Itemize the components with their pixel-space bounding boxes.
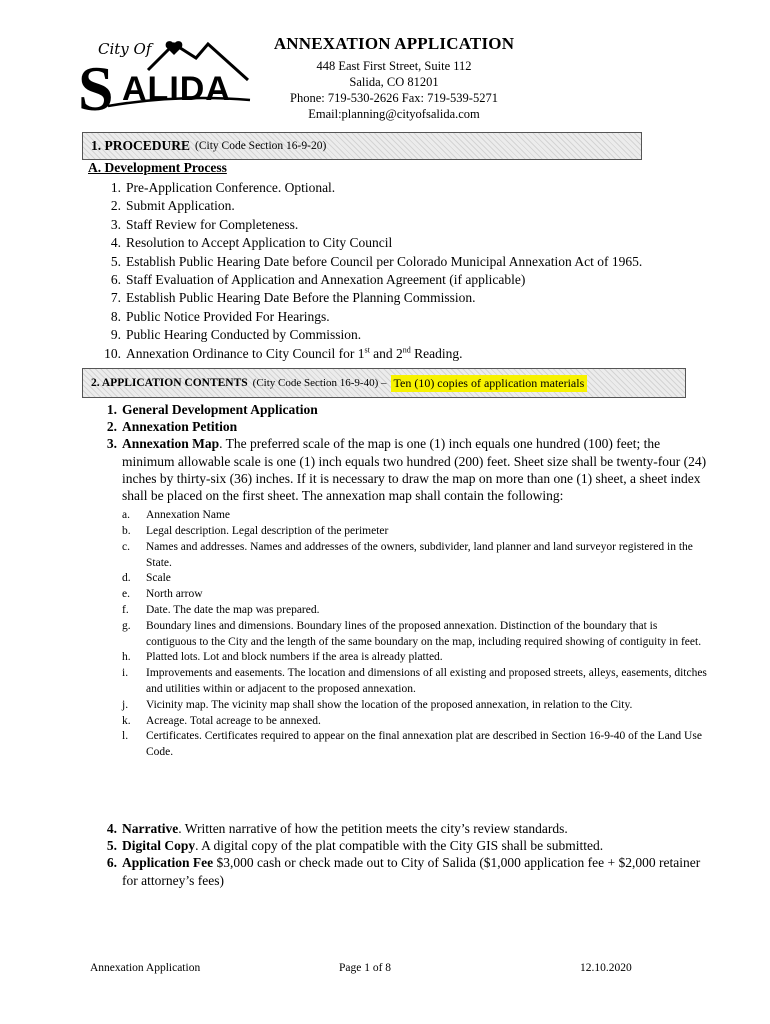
list-item: c. Names and addresses. Names and addresses of the owners, subdivider, land planner and land surveyor registered in the State.: [122, 540, 693, 569]
list-item: 1. Pre-Application Conference. Optional.: [110, 180, 336, 195]
footer-document-name: Annexation Application: [90, 962, 201, 974]
document-title: ANNEXATION APPLICATION: [273, 34, 515, 53]
city-of-salida-logo: [78, 36, 254, 116]
procedure-section-title: 1. PROCEDURE: [91, 138, 191, 153]
email-line: Email:planning@cityofsalida.com: [308, 107, 480, 121]
list-item: 1. General Development Application: [106, 402, 318, 417]
list-item: a. Annexation Name: [122, 509, 230, 522]
list-item: 9. Public Hearing Conducted by Commission.: [110, 327, 362, 343]
application-contents-section-header: [82, 368, 686, 398]
application-contents-reference: (City Code Section 16-9-40) –: [252, 377, 387, 389]
procedure-section-header: [82, 132, 642, 160]
document-header: [252, 34, 536, 122]
application-contents-title: 2. APPLICATION CONTENTS: [91, 377, 248, 389]
list-item: h. Platted lots. Lot and block numbers if the area is already platted.: [122, 651, 443, 664]
copies-highlight-note: Ten (10) copies of application materials: [391, 375, 588, 392]
list-item: d. Scale: [122, 572, 171, 585]
list-item: b. Legal description. Legal description of the perimeter: [122, 525, 389, 538]
footer-page-number: Page 1 of 8: [339, 962, 392, 974]
list-item: 3. Annexation Map. The preferred scale of the map is one (1) inch equals one hundred (100) feet; the minimum allowable scale is one (1) inch equals two hundred (200) feet. Sheet size shall be twenty-four (24) inches by thirty-six (36) inches. If it is necessary to draw the map on more than one (1) sheet, a sheet index shall be placed on the first sheet. The annexation map shall contain the following: a. Annexation Name b. Legal description. Legal description of the perimeter c. Names and addresses. Names and addresses of the owners, subdivider, land planner and land surveyor registered in the State. d. Scale e. North arrow f. Date. The date the map was prepared. g. Boundary lines and dimensions. Boundary lines of the proposed annexation. Distinction of the boundary that is contiguous to the City and the length of the same boundary on the map, including required showing of contiguity in feet. h. Platted lots. Lot and block numbers if the area is already platted. i. Improvements and easements. The location and dimensions of all existing and proposed streets, alleys, easements, ditches and utilities within or adjacent to the proposed annexation. j. Vicinity map. The vicinity map shall show the location of the proposed annexation, in relation to the City. k. Acreage. Total acreage to be annexed. l. Certificates. Certificates required to appear on the final annexation plat are described in Section 16-9-40 of the Land Use Code.: [88, 435, 710, 765]
list-item: 4. Narrative. Written narrative of how the petition meets the city’s review standards.: [106, 821, 568, 836]
phone-fax-line: Phone: 719-530-2626 Fax: 719-539-5271: [290, 91, 498, 105]
list-item: j. Vicinity map. The vicinity map shall show the location of the proposed annexation, in relation to the City.: [122, 698, 633, 711]
list-item: 3. Staff Review for Completeness.: [110, 216, 299, 232]
list-item: 6. Application Fee $3,000 cash or check made out to City of Salida ($1,000 application fee + $2,000 retainer for attorney’s fees): [106, 855, 701, 888]
list-item: g. Boundary lines and dimensions. Boundary lines of the proposed annexation. Distinction of the boundary that is contiguous to the City and the length of the same boundary on the map, including required showing of contiguity in feet.: [122, 619, 702, 648]
list-item: i. Improvements and easements. The location and dimensions of all existing and proposed streets, alleys, easements, ditches and utilities within or adjacent to the proposed annexation.: [122, 667, 707, 695]
annexation-map-label: Annexation Map: [122, 436, 220, 452]
list-item: 4. Resolution to Accept Application to City Council: [110, 235, 393, 251]
footer-date: 12.10.2020: [580, 962, 632, 974]
list-item: 6. Staff Evaluation of Application and Annexation Agreement (if applicable): [110, 272, 526, 288]
list-item: 5. Establish Public Hearing Date before Council per Colorado Municipal Annexation Act of 1965.: [110, 253, 643, 269]
list-item: 10. Annexation Ordinance to City Council for 1st and 2nd Reading.: [104, 345, 463, 361]
svg-text:S: S: [78, 53, 114, 116]
procedure-section-reference: (City Code Section 16-9-20): [195, 140, 327, 152]
list-item: l. Certificates. Certificates required to appear on the final annexation plat are described in Section 16-9-40 of the Land Use Code.: [122, 730, 702, 759]
address-line-1: 448 East First Street, Suite 112: [316, 59, 472, 73]
list-item: 2. Annexation Petition: [106, 419, 238, 435]
list-item: 5. Digital Copy. A digital copy of the plat compatible with the City GIS shall be submitted.: [106, 838, 604, 854]
svg-text:ALIDA: ALIDA: [122, 70, 231, 108]
list-item: 2. Submit Application.: [110, 198, 235, 214]
application-contents-list-continued: [88, 820, 710, 889]
address-line-2: Salida, CO 81201: [349, 75, 439, 89]
salida-logo-graphic: [78, 36, 254, 116]
application-contents-list: [88, 401, 710, 765]
svg-text:City Of: City Of: [98, 40, 152, 58]
list-item: e. North arrow: [122, 588, 203, 601]
annexation-map-description: . The preferred scale of the map is one (1) inch equals one hundred (100) feet; the minimum allowable scale is one (1) inch equals two hundred (200) feet. Sheet size shall be twenty-four (24) inches by thirty-six (36) inches. If it is necessary to draw the map on more than one (1) sheet, a sheet index shall be placed on the first sheet. The annexation map shall contain the following:: [122, 436, 707, 504]
annexation-map-requirements: [122, 508, 710, 761]
list-item: 7. Establish Public Hearing Date Before the Planning Commission.: [110, 290, 476, 306]
list-item: k. Acreage. Total acreage to be annexed.: [122, 714, 321, 727]
development-process-list: [88, 179, 708, 363]
list-item: 8. Public Notice Provided For Hearings.: [110, 308, 330, 324]
development-process-heading: A. Development Process: [88, 160, 227, 175]
list-item: f. Date. The date the map was prepared.: [122, 604, 320, 616]
